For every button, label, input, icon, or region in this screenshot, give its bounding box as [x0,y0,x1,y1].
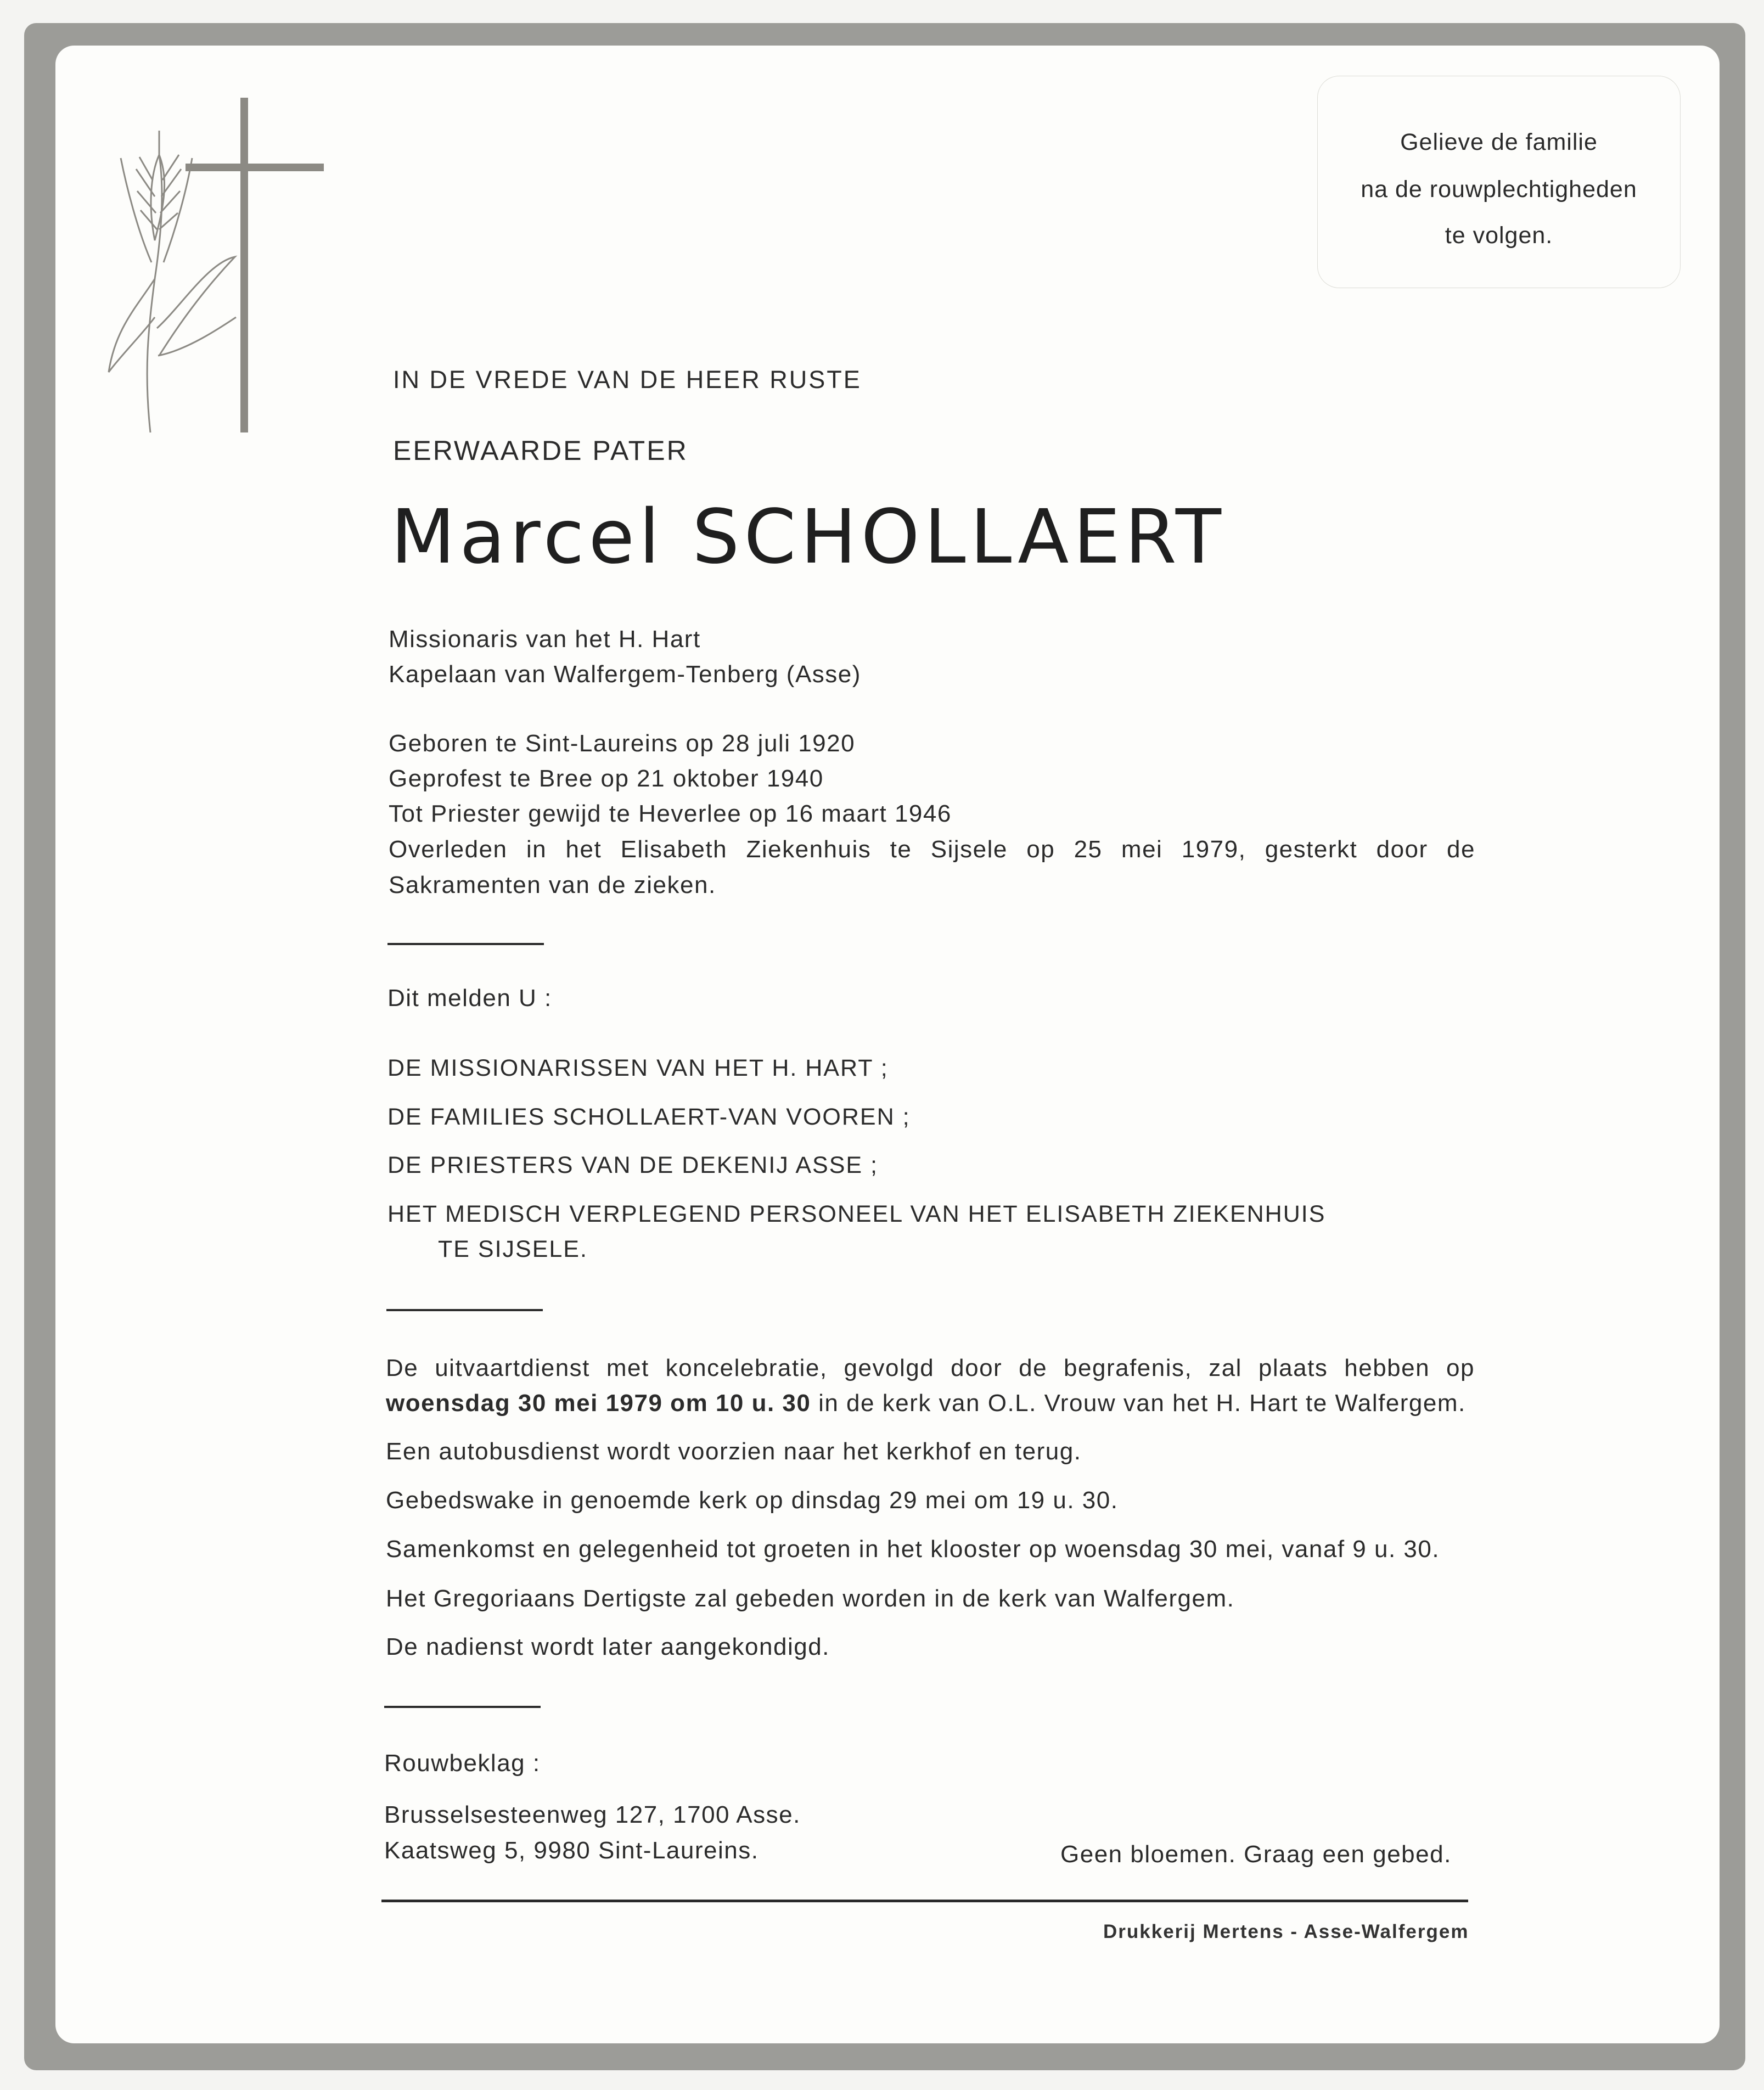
announcer-priests: DE PRIESTERS VAN DE DEKENIJ ASSE ; [387,1152,878,1178]
announcer-missionaries: DE MISSIONARISSEN VAN HET H. HART ; [387,1055,889,1081]
bus-service-line: Een autobusdienst wordt voorzien naar het kerkhof en terug. [386,1438,1082,1465]
separator-3 [384,1706,541,1708]
rest-in-peace-line: IN DE VREDE VAN DE HEER RUSTE [393,366,862,394]
title-line: EERWAARDE PATER [393,435,688,466]
death-line-continued: Sakramenten van de zieken. [389,872,716,898]
announce-intro: Dit melden U : [387,985,552,1012]
funeral-date-line [386,1390,1466,1417]
condolence-address-2: Kaatsweg 5, 9980 Sint-Laureins. [384,1837,759,1864]
notice-line-1: Gelieve de familie [1400,129,1598,155]
funeral-date-bold: woensdag 30 mei 1979 om 10 u. 30 [386,1390,811,1417]
notice-line-2: na de rouwplechtigheden [1361,176,1637,203]
separator-1 [387,943,544,945]
footer-rule [381,1900,1468,1902]
notice-line-3: te volgen. [1445,222,1553,249]
condolence-address-1: Brusselsesteenweg 127, 1700 Asse. [384,1801,801,1828]
profession-line: Geprofest te Bree op 21 oktober 1940 [389,765,824,792]
birth-line: Geboren te Sint-Laureins op 28 juli 1920 [389,730,856,757]
role-line-2: Kapelaan van Walfergem-Tenberg (Asse) [389,661,861,688]
family-notice-box [1317,76,1681,288]
announcer-hospital-staff: HET MEDISCH VERPLEGEND PERSONEEL VAN HET ELISABETH ZIEKENHUIS [387,1201,1326,1227]
separator-2 [386,1309,543,1311]
gathering-line: Samenkomst en gelegenheid tot groeten in het klooster op woensdag 30 mei, vanaf 9 u. 30. [386,1536,1440,1563]
cross-and-wheat-icon [104,98,335,443]
ordination-line: Tot Priester gewijd te Heverlee op 16 maart 1946 [389,800,952,827]
funeral-service-line: De uitvaartdienst met koncelebratie, gevolgd door de begrafenis, zal plaats hebben op [386,1355,1475,1381]
announcer-hospital-location: TE SIJSELE. [438,1236,588,1262]
funeral-place: in de kerk van O.L. Vrouw van het H. Hart te Walfergem. [811,1390,1466,1417]
condolence-label: Rouwbeklag : [384,1750,541,1777]
flowers-note: Geen bloemen. Graag een gebed. [1060,1841,1452,1868]
deceased-name: Marcel SCHOLLAERT [391,494,1226,581]
vigil-line: Gebedswake in genoemde kerk op dinsdag 29 mei om 19 u. 30. [386,1487,1119,1514]
gregorian-line: Het Gregoriaans Dertigste zal gebeden worden in de kerk van Walfergem. [386,1585,1235,1612]
later-service-line: De nadienst wordt later aangekondigd. [386,1633,830,1660]
role-line-1: Missionaris van het H. Hart [389,626,701,653]
announcer-families: DE FAMILIES SCHOLLAERT-VAN VOOREN ; [387,1104,911,1130]
printer-credit: Drukkerij Mertens - Asse-Walfergem [1103,1921,1469,1942]
death-line: Overleden in het Elisabeth Ziekenhuis te Sijsele op 25 mei 1979, gesterkt door de [389,836,1475,863]
